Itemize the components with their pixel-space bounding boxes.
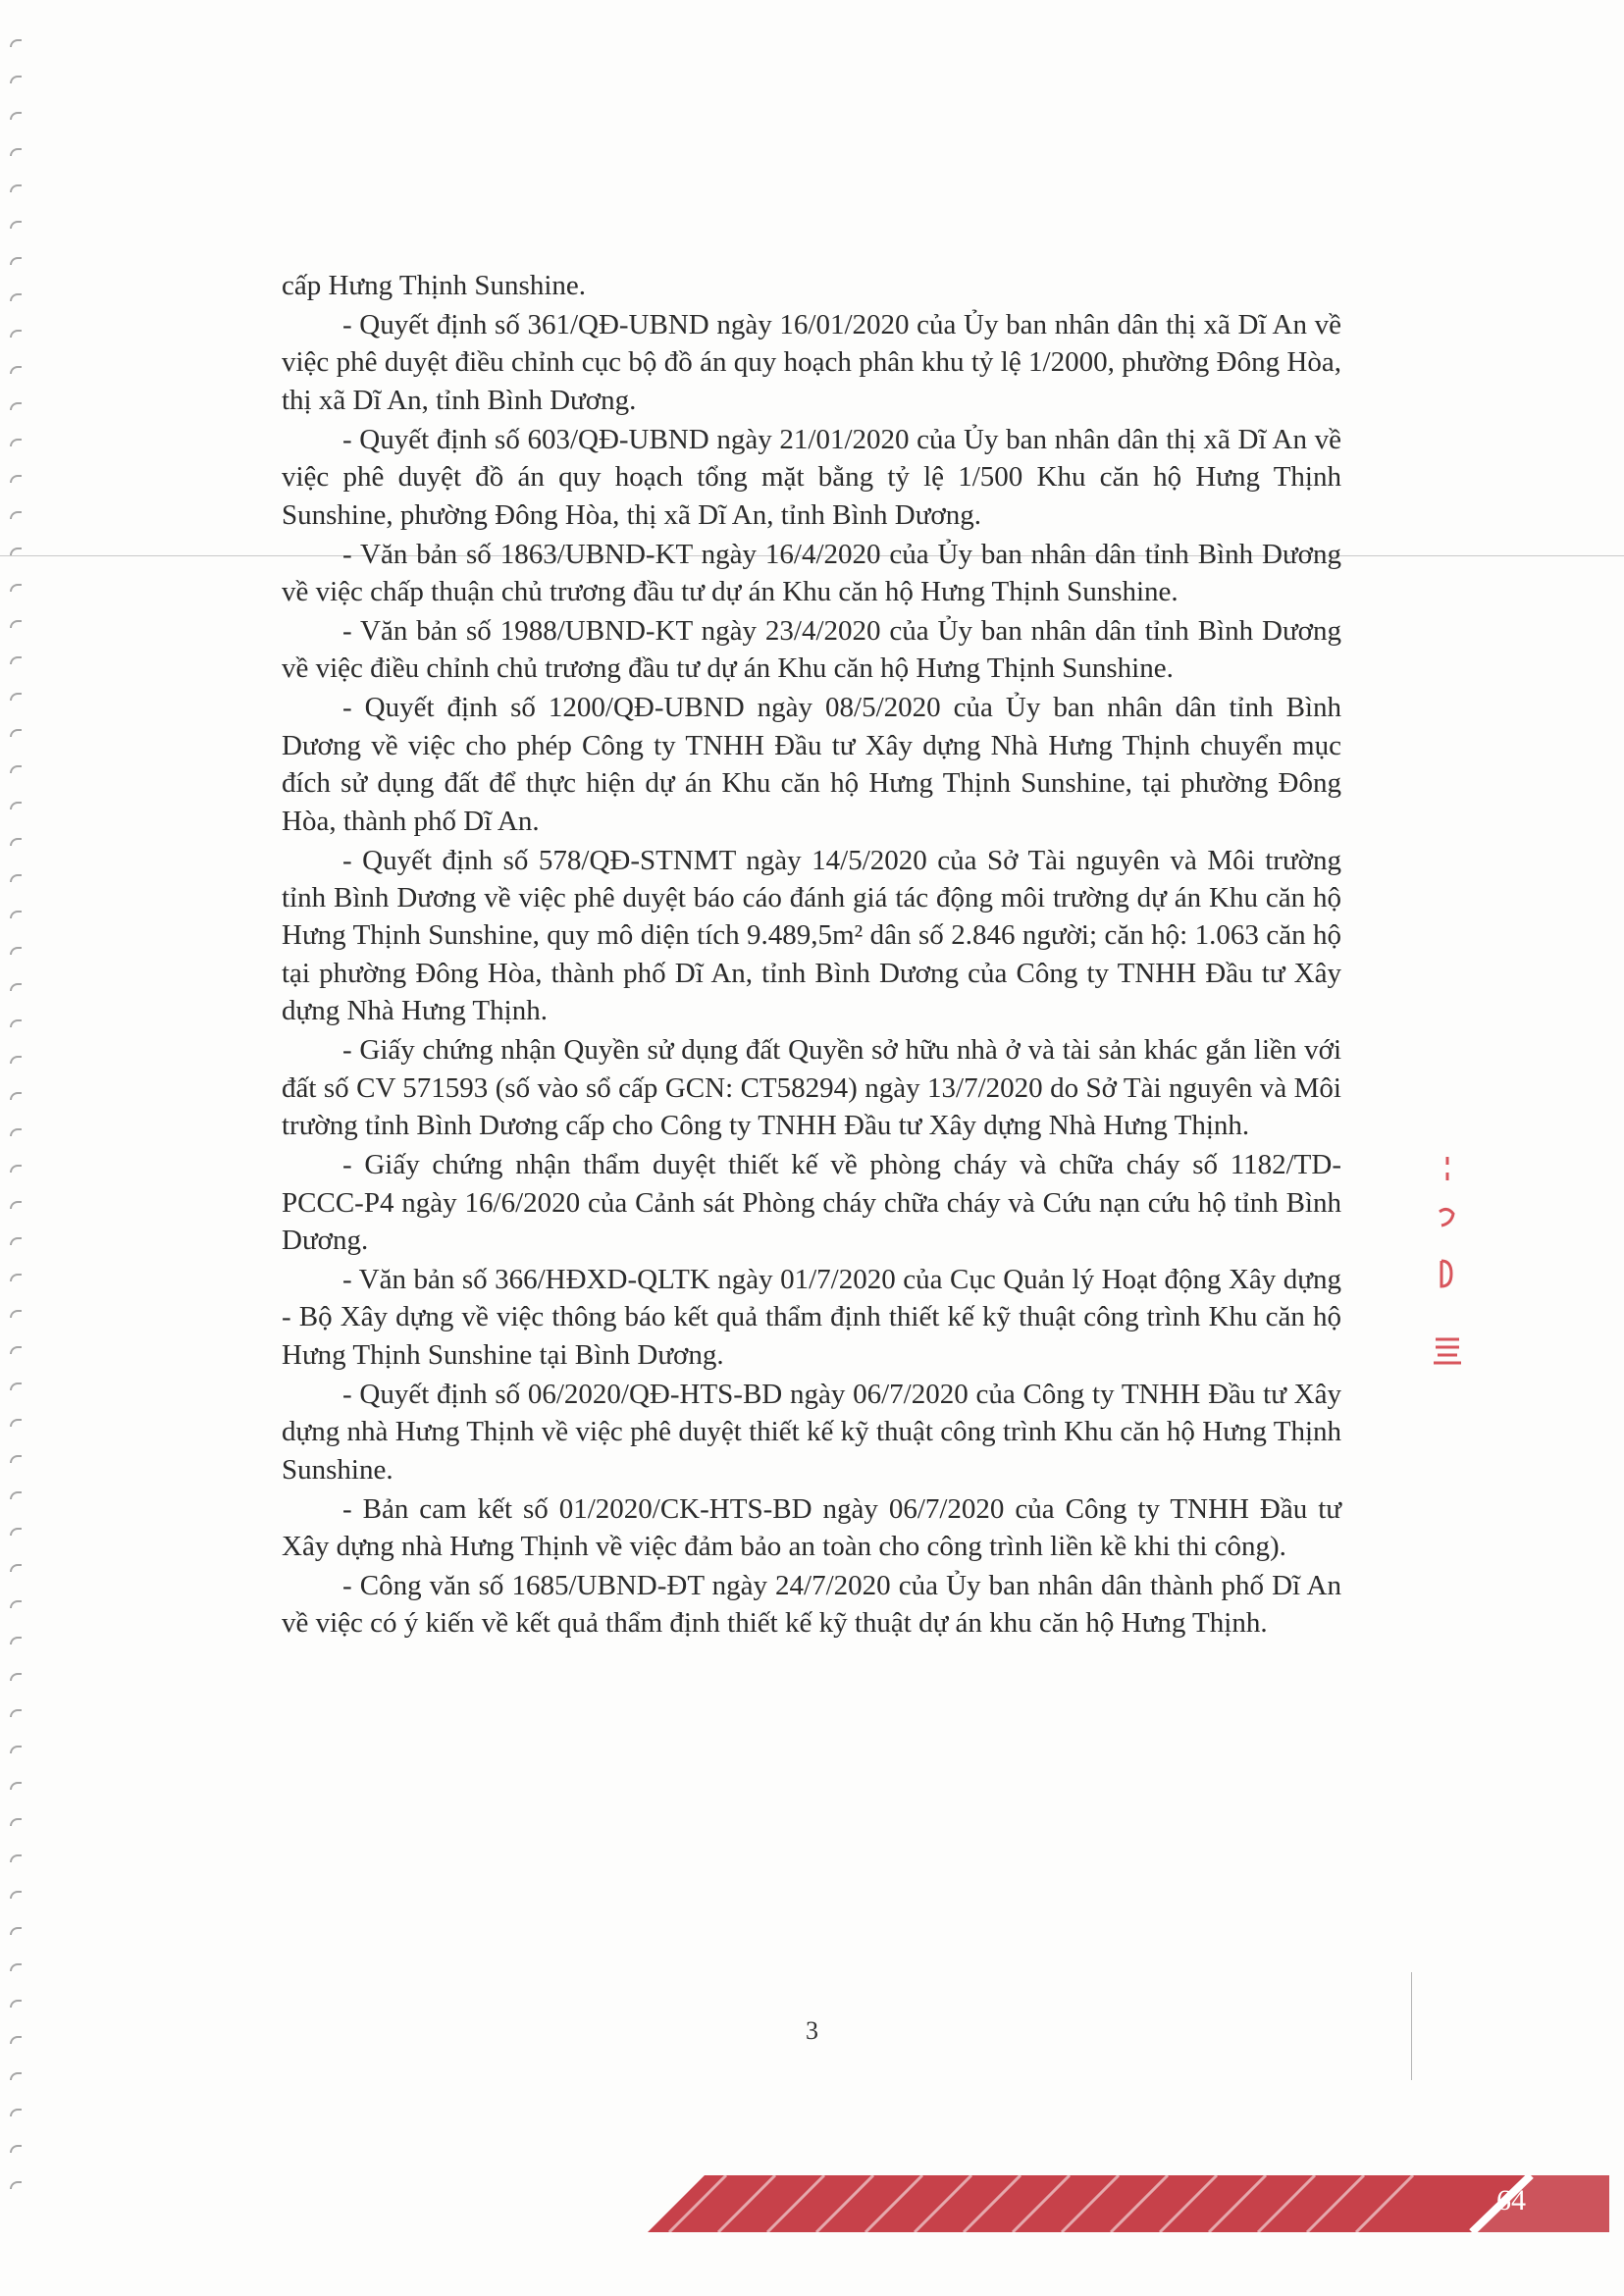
binder-hole-mark	[10, 1491, 22, 1499]
binder-hole-mark	[10, 911, 22, 918]
binder-hole-mark	[10, 1637, 22, 1644]
paragraph: - Văn bản số 1988/UBND-KT ngày 23/4/2020 của Ủy ban nhân dân tỉnh Bình Dương về việc điều chỉnh chủ trương đầu tư dự án Khu căn hộ Hưng Thịnh Sunshine.	[282, 615, 1341, 685]
binder-hole-mark	[10, 656, 22, 664]
paragraph: - Quyết định số 06/2020/QĐ-HTS-BD ngày 06/7/2020 của Công ty TNHH Đầu tư Xây dựng nhà Hưng Thịnh về việc phê duyệt thiết kế kỹ thuật công trình Khu căn hộ Hưng Thịnh Sunshine.	[282, 1378, 1341, 1486]
document-body	[282, 267, 1341, 1644]
binder-hole-mark	[10, 1165, 22, 1173]
binder-hole-mark	[10, 2072, 22, 2080]
binder-hole-mark	[10, 548, 22, 555]
paragraph: - Công văn số 1685/UBND-ĐT ngày 24/7/2020 của Ủy ban nhân dân thành phố Dĩ An về việc có ý kiến về kết quả thẩm định thiết kế kỹ thuật dự án khu căn hộ Hưng Thịnh.	[282, 1569, 1341, 1640]
binder-hole-mark	[10, 366, 22, 374]
binder-hole-mark	[10, 511, 22, 519]
binder-hole-mark	[10, 729, 22, 737]
binder-hole-mark	[10, 1346, 22, 1354]
binder-hole-mark	[10, 1600, 22, 1608]
binder-holes	[6, 39, 27, 2237]
binder-hole-mark	[10, 402, 22, 410]
binder-hole-mark	[10, 765, 22, 773]
paragraph: - Quyết định số 578/QĐ-STNMT ngày 14/5/2020 của Sở Tài nguyên và Môi trường tỉnh Bình Dương về việc phê duyệt báo cáo đánh giá tác động môi trường dự án Khu căn hộ Hưng Thịnh Sunshine, quy mô diện tích 9.489,5m² dân số 2.846 người; căn hộ: 1.063 căn hộ tại phường Đông Hòa, thành phố Dĩ An, tỉnh Bình Dương của Công ty TNHH Đầu tư Xây dựng Nhà Hưng Thịnh.	[282, 844, 1341, 1027]
paragraph: - Văn bản số 1863/UBND-KT ngày 16/4/2020 của Ủy ban nhân dân tỉnh Bình Dương về việc chấp thuận chủ trương đầu tư dự án Khu căn hộ Hưng Thịnh Sunshine.	[282, 538, 1341, 608]
binder-hole-mark	[10, 1782, 22, 1790]
binder-hole-mark	[10, 257, 22, 265]
binder-hole-mark	[10, 1746, 22, 1753]
binder-hole-mark	[10, 330, 22, 338]
binder-hole-mark	[10, 2145, 22, 2153]
binder-hole-mark	[10, 1310, 22, 1318]
binder-hole-mark	[10, 838, 22, 846]
binder-hole-mark	[10, 1056, 22, 1064]
binder-hole-mark	[10, 584, 22, 592]
red-stamp-fragment	[1428, 1153, 1467, 1388]
binder-hole-mark	[10, 1128, 22, 1136]
binder-hole-mark	[10, 1927, 22, 1935]
binder-hole-mark	[10, 2109, 22, 2116]
binder-hole-mark	[10, 693, 22, 701]
binder-hole-mark	[10, 802, 22, 809]
binder-hole-mark	[10, 2000, 22, 2008]
binder-hole-mark	[10, 1891, 22, 1899]
paragraph: - Văn bản số 366/HĐXD-QLTK ngày 01/7/2020 của Cục Quản lý Hoạt động Xây dựng - Bộ Xây dựng về việc thông báo kết quả thẩm định thiết kế kỹ thuật công trình Khu căn hộ Hưng Thịnh Sunshine tại Bình Dương.	[282, 1263, 1341, 1371]
binder-hole-mark	[10, 1455, 22, 1463]
binder-hole-mark	[10, 475, 22, 483]
binder-hole-mark	[10, 293, 22, 301]
binder-hole-mark	[10, 148, 22, 156]
binder-hole-mark	[10, 947, 22, 955]
paragraph: - Quyết định số 603/QĐ-UBND ngày 21/01/2020 của Ủy ban nhân dân thị xã Dĩ An về việc phê duyệt đồ án quy hoạch tổng mặt bằng tỷ lệ 1/500 Khu căn hộ Hưng Thịnh Sunshine, phường Đông Hòa, thị xã Dĩ An, tỉnh Bình Dương.	[282, 423, 1341, 531]
binder-hole-mark	[10, 1709, 22, 1717]
paragraph: - Quyết định số 361/QĐ-UBND ngày 16/01/2020 của Ủy ban nhân dân thị xã Dĩ An về việc phê duyệt điều chỉnh cục bộ đồ án quy hoạch phân khu tỷ lệ 1/2000, phường Đông Hòa, thị xã Dĩ An, tỉnh Bình Dương.	[282, 309, 1341, 416]
binder-hole-mark	[10, 874, 22, 882]
binder-hole-mark	[10, 1419, 22, 1427]
binder-hole-mark	[10, 1673, 22, 1681]
binder-hole-mark	[10, 221, 22, 229]
stamp-marks-icon	[1428, 1153, 1467, 1388]
binder-hole-mark	[10, 76, 22, 83]
binder-hole-mark	[10, 1854, 22, 1862]
footer-page-number: 64	[1496, 2184, 1526, 2217]
binder-hole-mark	[10, 184, 22, 192]
binder-hole-mark	[10, 983, 22, 991]
binder-hole-mark	[10, 1092, 22, 1100]
paragraph: - Giấy chứng nhận Quyền sử dụng đất Quyền sở hữu nhà ở và tài sản khác gắn liền với đất số CV 571593 (số vào sổ cấp GCN: CT58294) ngày 13/7/2020 do Sở Tài nguyên và Môi trường tỉnh Bình Dương cấp cho Công ty TNHH Đầu tư Xây dựng Nhà Hưng Thịnh.	[282, 1034, 1341, 1142]
binder-hole-mark	[10, 39, 22, 47]
binder-hole-mark	[10, 1237, 22, 1245]
binder-hole-mark	[10, 1528, 22, 1536]
footer-stripe-icon	[648, 2175, 1609, 2232]
binder-hole-mark	[10, 1963, 22, 1971]
binder-hole-mark	[10, 1274, 22, 1281]
binder-hole-mark	[10, 1201, 22, 1209]
paragraph: - Giấy chứng nhận thẩm duyệt thiết kế về phòng cháy và chữa cháy số 1182/TD-PCCC-P4 ngày 16/6/2020 của Cảnh sát Phòng cháy chữa cháy và Cứu nạn cứu hộ tỉnh Bình Dương.	[282, 1149, 1341, 1256]
binder-hole-mark	[10, 1564, 22, 1572]
binder-hole-mark	[10, 1383, 22, 1390]
binder-hole-mark	[10, 1818, 22, 1826]
binder-hole-mark	[10, 112, 22, 120]
paragraph: - Bản cam kết số 01/2020/CK-HTS-BD ngày 06/7/2020 của Công ty TNHH Đầu tư Xây dựng nhà Hưng Thịnh về việc đảm bảo an toàn cho công trình liền kề khi thi công).	[282, 1492, 1341, 1562]
paragraph: cấp Hưng Thịnh Sunshine.	[282, 270, 586, 301]
binder-hole-mark	[10, 439, 22, 446]
paragraph: - Quyết định số 1200/QĐ-UBND ngày 08/5/2020 của Ủy ban nhân dân tỉnh Bình Dương về việc cho phép Công ty TNHH Đầu tư Xây dựng Nhà Hưng Thịnh chuyển mục đích sử dụng đất để thực hiện dự án Khu căn hộ Hưng Thịnh Sunshine, tại phường Đông Hòa, thành phố Dĩ An.	[282, 692, 1341, 837]
binder-hole-mark	[10, 620, 22, 628]
binder-hole-mark	[10, 2181, 22, 2189]
footer-band	[648, 2175, 1609, 2232]
binder-hole-mark	[10, 1019, 22, 1027]
page-number: 3	[806, 2016, 818, 2045]
